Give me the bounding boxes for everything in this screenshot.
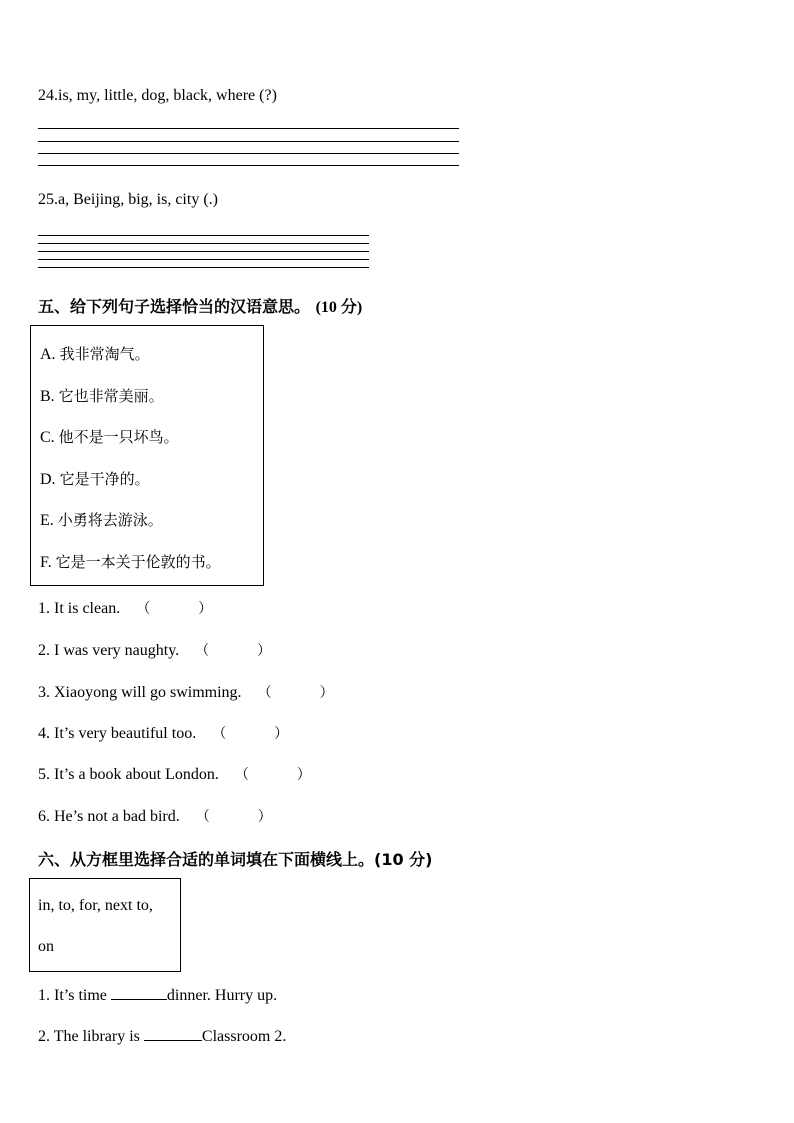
option-c — [40, 426, 179, 447]
question-text-before: 1. It’s time — [38, 987, 107, 1004]
option-letter: E. — [40, 512, 54, 529]
question-text: 4. It’s very beautiful too. — [38, 725, 197, 742]
option-text: 它是干净的。 — [59, 470, 150, 488]
option-text: 它是一本关于伦敦的书。 — [55, 553, 221, 571]
answer-line — [38, 141, 459, 142]
question-24 — [38, 87, 277, 105]
answer-line — [38, 165, 459, 166]
question-text: 6. He’s not a bad bird. — [38, 808, 180, 825]
answer-paren[interactable]: （ ） — [195, 643, 272, 659]
word-box — [29, 878, 181, 972]
answer-line — [38, 267, 369, 268]
option-letter: D. — [40, 471, 56, 488]
answer-line — [38, 153, 459, 154]
section-5-points: (10 分) — [315, 299, 363, 316]
match-question-1 — [38, 598, 212, 618]
option-letter: B. — [40, 388, 55, 405]
option-text: 我非常淘气。 — [59, 345, 150, 363]
question-25-words: a, Beijing, big, is, city (.) — [58, 191, 218, 208]
answer-line — [38, 251, 369, 252]
question-text: 2. I was very naughty. — [38, 642, 180, 659]
option-e — [40, 509, 163, 530]
match-question-5 — [38, 764, 311, 784]
option-letter: C. — [40, 429, 55, 446]
question-text: 5. It’s a book about London. — [38, 766, 219, 783]
question-text-after: dinner. Hurry up. — [166, 987, 278, 1004]
question-25 — [38, 191, 218, 209]
question-text: 1. It is clean. — [38, 600, 121, 617]
option-f — [40, 551, 221, 572]
option-d — [40, 468, 150, 489]
option-a — [40, 343, 150, 364]
answer-paren[interactable]: （ ） — [234, 767, 311, 783]
fill-question-2 — [38, 1026, 286, 1046]
word-box-line-2: on — [38, 938, 54, 955]
section-5-title: 五、给下列句子选择恰当的汉语意思。 — [38, 297, 311, 316]
answer-paren[interactable]: （ ） — [195, 809, 272, 825]
question-text: 3. Xiaoyong will go swimming. — [38, 684, 242, 701]
question-text-before: 2. The library is — [38, 1028, 140, 1045]
answer-paren[interactable]: （ ） — [257, 685, 334, 701]
option-text: 小勇将去游泳。 — [57, 511, 163, 529]
fill-question-1 — [38, 985, 277, 1005]
answer-line — [38, 243, 369, 244]
answer-paren[interactable]: （ ） — [136, 601, 213, 617]
match-question-3 — [38, 682, 334, 702]
option-text: 它也非常美丽。 — [58, 387, 164, 405]
match-question-4 — [38, 723, 288, 743]
answer-paren[interactable]: （ ） — [212, 726, 289, 742]
word-box-line-1: in, to, for, next to, — [38, 897, 153, 914]
answer-line — [38, 235, 369, 236]
option-letter: F. — [40, 554, 52, 571]
question-25-number: 25. — [38, 191, 58, 208]
question-24-words: is, my, little, dog, black, where (?) — [58, 87, 277, 104]
option-letter: A. — [40, 346, 56, 363]
question-text-after: Classroom 2. — [201, 1028, 287, 1045]
section-5-heading — [38, 294, 362, 317]
fill-blank[interactable] — [111, 985, 167, 1000]
option-text: 他不是一只坏鸟。 — [58, 428, 179, 446]
match-question-2 — [38, 640, 271, 660]
question-24-number: 24. — [38, 87, 58, 104]
match-question-6 — [38, 806, 272, 826]
fill-blank[interactable] — [144, 1026, 202, 1041]
answer-line — [38, 128, 459, 129]
options-box — [30, 325, 264, 586]
answer-line — [38, 259, 369, 260]
section-6-heading: 六、从方框里选择合适的单词填在下面横线上。(10 分) — [38, 850, 433, 869]
option-b — [40, 385, 164, 406]
